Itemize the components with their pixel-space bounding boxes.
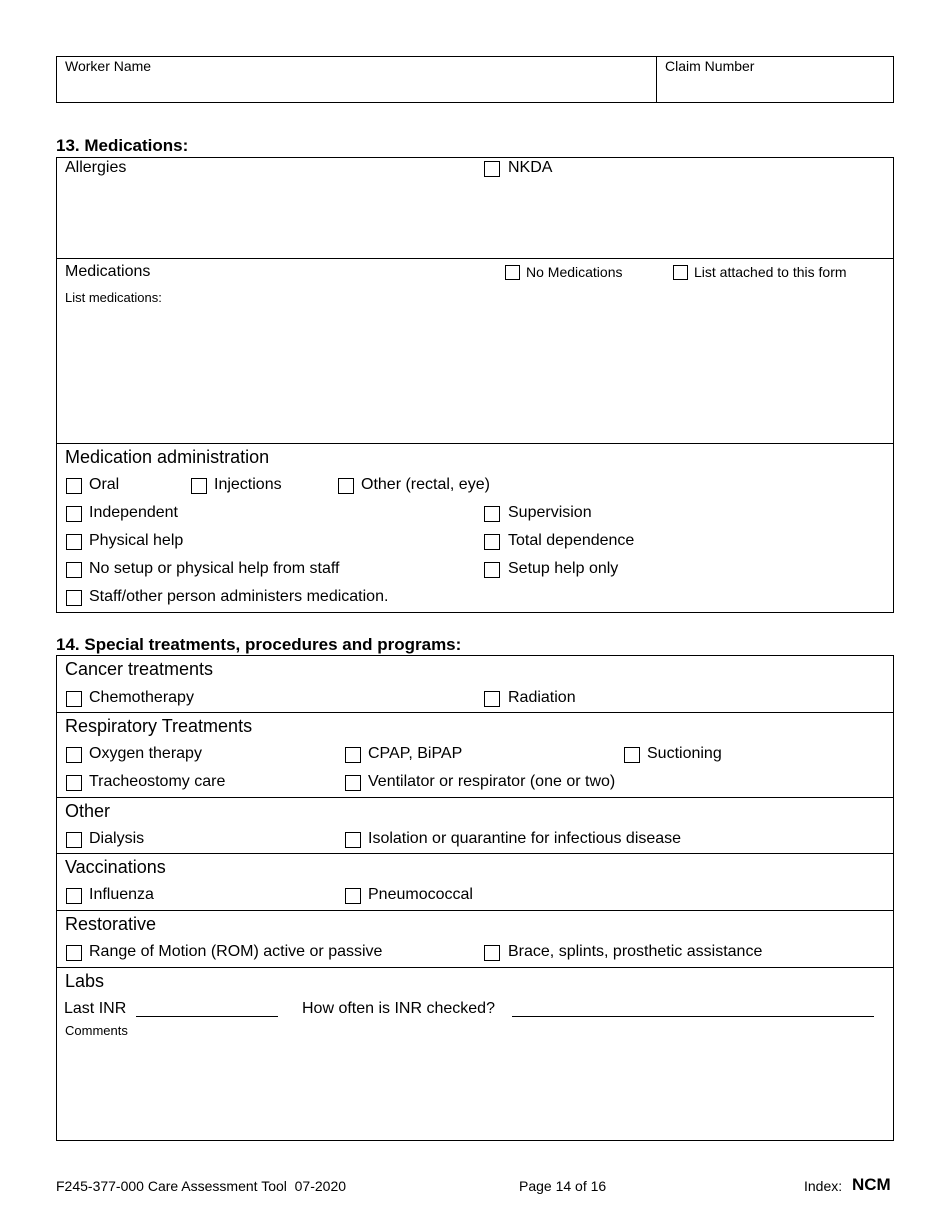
section-13-divider-2 bbox=[56, 443, 894, 444]
suctioning-checkbox[interactable] bbox=[624, 747, 640, 763]
list-attached-label: List attached to this form bbox=[694, 264, 847, 280]
total-dependence-checkbox[interactable] bbox=[484, 534, 500, 550]
oxygen-checkbox[interactable] bbox=[66, 747, 82, 763]
page-number: Page 14 of 16 bbox=[519, 1178, 607, 1194]
cancer-title: Cancer treatments bbox=[65, 659, 214, 679]
isolation-label: Isolation or quarantine for infectious disease bbox=[368, 830, 682, 847]
dialysis-checkbox[interactable] bbox=[66, 832, 82, 848]
independent-label: Independent bbox=[89, 504, 178, 521]
injections-checkbox[interactable] bbox=[191, 478, 207, 494]
other-route-label: Other (rectal, eye) bbox=[361, 476, 490, 493]
influenza-checkbox[interactable] bbox=[66, 888, 82, 904]
chemotherapy-label: Chemotherapy bbox=[89, 689, 194, 706]
worker-claim-box bbox=[56, 56, 894, 103]
section-14-divider-5 bbox=[56, 967, 894, 968]
ventilator-label: Ventilator or respirator (one or two) bbox=[368, 773, 616, 790]
setup-help-label: Setup help only bbox=[508, 560, 619, 577]
staff-administers-checkbox[interactable] bbox=[66, 590, 82, 606]
oral-checkbox[interactable] bbox=[66, 478, 82, 494]
brace-checkbox[interactable] bbox=[484, 945, 500, 961]
suctioning-label: Suctioning bbox=[647, 745, 722, 762]
isolation-checkbox[interactable] bbox=[345, 832, 361, 848]
rom-checkbox[interactable] bbox=[66, 945, 82, 961]
comments-label: Comments bbox=[65, 1023, 128, 1038]
pneumococcal-label: Pneumococcal bbox=[368, 886, 473, 903]
labs-title: Labs bbox=[65, 971, 105, 991]
nkda-checkbox[interactable] bbox=[484, 161, 500, 177]
nkda-label: NKDA bbox=[508, 159, 553, 176]
radiation-checkbox[interactable] bbox=[484, 691, 500, 707]
total-dependence-label: Total dependence bbox=[508, 532, 635, 549]
no-setup-label: No setup or physical help from staff bbox=[89, 560, 340, 577]
section-14-divider-2 bbox=[56, 797, 894, 798]
last-inr-label: Last INR bbox=[64, 1000, 127, 1017]
index-label: Index: bbox=[804, 1178, 843, 1194]
claim-number-label: Claim Number bbox=[665, 58, 755, 74]
list-medications-label: List medications: bbox=[65, 290, 162, 305]
staff-administers-label: Staff/other person administers medication. bbox=[89, 588, 389, 605]
independent-checkbox[interactable] bbox=[66, 506, 82, 522]
rom-label: Range of Motion (ROM) active or passive bbox=[89, 943, 383, 960]
oral-label: Oral bbox=[89, 476, 120, 493]
no-medications-label: No Medications bbox=[526, 264, 623, 280]
brace-label: Brace, splints, prosthetic assistance bbox=[508, 943, 763, 960]
inr-frequency-label: How often is INR checked? bbox=[302, 1000, 495, 1017]
allergies-label: Allergies bbox=[65, 159, 127, 176]
dialysis-label: Dialysis bbox=[89, 830, 145, 847]
restorative-title: Restorative bbox=[65, 914, 157, 934]
medications-label: Medications bbox=[65, 263, 151, 280]
physical-help-checkbox[interactable] bbox=[66, 534, 82, 550]
setup-help-checkbox[interactable] bbox=[484, 562, 500, 578]
respiratory-title: Respiratory Treatments bbox=[65, 716, 253, 736]
no-medications-checkbox[interactable] bbox=[505, 265, 520, 280]
injections-label: Injections bbox=[214, 476, 282, 493]
other-route-checkbox[interactable] bbox=[338, 478, 354, 494]
worker-name-label: Worker Name bbox=[65, 58, 152, 74]
radiation-label: Radiation bbox=[508, 689, 576, 706]
pneumococcal-checkbox[interactable] bbox=[345, 888, 361, 904]
influenza-label: Influenza bbox=[89, 886, 154, 903]
chemotherapy-checkbox[interactable] bbox=[66, 691, 82, 707]
section-14-divider-4 bbox=[56, 910, 894, 911]
supervision-label: Supervision bbox=[508, 504, 592, 521]
form-id: F245-377-000 Care Assessment Tool 07-2020 bbox=[56, 1178, 347, 1194]
tracheostomy-label: Tracheostomy care bbox=[89, 773, 226, 790]
list-attached-checkbox[interactable] bbox=[673, 265, 688, 280]
cpap-checkbox[interactable] bbox=[345, 747, 361, 763]
section-14-divider-3 bbox=[56, 853, 894, 854]
vaccinations-title: Vaccinations bbox=[65, 857, 166, 877]
tracheostomy-checkbox[interactable] bbox=[66, 775, 82, 791]
index-value: NCM bbox=[852, 1175, 891, 1194]
physical-help-label: Physical help bbox=[89, 532, 184, 549]
supervision-checkbox[interactable] bbox=[484, 506, 500, 522]
med-admin-title: Medication administration bbox=[65, 447, 270, 467]
worker-claim-divider bbox=[656, 56, 657, 103]
section-13-divider-1 bbox=[56, 258, 894, 259]
last-inr-field[interactable] bbox=[136, 1016, 278, 1017]
section-14-divider-1 bbox=[56, 712, 894, 713]
section-14-title: 14. Special treatments, procedures and programs: bbox=[56, 635, 462, 654]
cpap-label: CPAP, BiPAP bbox=[368, 745, 463, 762]
no-setup-checkbox[interactable] bbox=[66, 562, 82, 578]
other-title: Other bbox=[65, 801, 111, 821]
section-13-title: 13. Medications: bbox=[56, 136, 189, 155]
ventilator-checkbox[interactable] bbox=[345, 775, 361, 791]
inr-frequency-field[interactable] bbox=[512, 1016, 874, 1017]
oxygen-label: Oxygen therapy bbox=[89, 745, 202, 762]
